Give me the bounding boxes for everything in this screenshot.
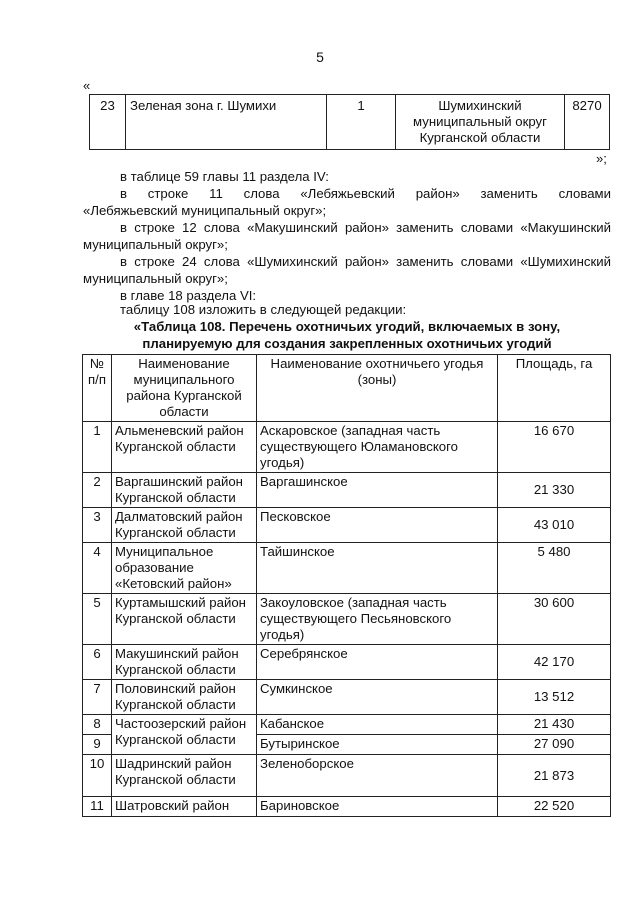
row-ground: Зеленоборское — [257, 755, 498, 797]
row-num: 10 — [83, 755, 112, 797]
header-area: Площадь, га — [498, 355, 611, 422]
row-district: Шадринский район Курганской области — [112, 755, 257, 797]
row-ground: Бариновское — [257, 797, 498, 817]
row-ground: Бутыринское — [257, 735, 498, 755]
header-ground: Наименование охотничьего угодья (зоны) — [257, 355, 498, 422]
table-title-line: «Таблица 108. Перечень охотничьих угодий, включаемых в зону, — [133, 319, 561, 334]
area-value: 8270 — [565, 95, 610, 150]
table-row — [83, 473, 611, 508]
table-header-row — [83, 355, 611, 422]
row-area: 30 600 — [498, 594, 611, 645]
row-area: 5 480 — [498, 543, 611, 594]
header-num: № п/п — [83, 355, 112, 422]
row-num: 4 — [83, 543, 112, 594]
row-area: 27 090 — [498, 735, 611, 755]
row-ground: Аскаровское (западная часть существующего Юламановского угодья) — [257, 422, 498, 473]
row-num: 1 — [83, 422, 112, 473]
paragraph: в таблице 59 главы 11 раздела IV: — [120, 169, 329, 184]
district-name: Шумихинский муниципальный округ Курганской области — [396, 95, 565, 150]
row-district: Макушинский район Курганской области — [112, 645, 257, 680]
table-row — [83, 755, 611, 797]
row-ground: Сумкинское — [257, 680, 498, 715]
row-district: Куртамышский район Курганской области — [112, 594, 257, 645]
row-area: 13 512 — [498, 680, 611, 715]
row-num: 9 — [83, 735, 112, 755]
row-district: Шатровский район — [112, 797, 257, 817]
row-num: 5 — [83, 594, 112, 645]
paragraph: в главе 18 раздела VI: — [120, 288, 257, 303]
row-district: Альменевский район Курганской области — [112, 422, 257, 473]
paragraph: в строке 11 слова «Лебяжьевский район» заменить словами — [120, 186, 611, 201]
row-ground: Закоуловское (западная часть существующего Песьяновского угодья) — [257, 594, 498, 645]
amendment-row-table — [89, 94, 610, 150]
row-area: 42 170 — [498, 645, 611, 680]
row-num: 3 — [83, 508, 112, 543]
row-num: 6 — [83, 645, 112, 680]
table-row — [83, 508, 611, 543]
row-area: 21 873 — [498, 755, 611, 797]
row-area: 43 010 — [498, 508, 611, 543]
row-district: Муниципальное образование «Кетовский район» — [112, 543, 257, 594]
table-title — [83, 318, 611, 352]
row-ground: Кабанское — [257, 715, 498, 735]
hunting-grounds-table — [82, 354, 611, 817]
paragraph: «Лебяжьевский муниципальный округ»; — [83, 203, 327, 218]
row-area: 21 330 — [498, 473, 611, 508]
row-ground: Варгашинское — [257, 473, 498, 508]
row-district: Далматовский район Курганской области — [112, 508, 257, 543]
ground-name: Зеленая зона г. Шумихи — [126, 95, 327, 150]
table-row — [83, 594, 611, 645]
table-row — [83, 645, 611, 680]
row-area: 21 430 — [498, 715, 611, 735]
ground-count: 1 — [327, 95, 396, 150]
row-num: 2 — [83, 473, 112, 508]
row-ground: Серебрянское — [257, 645, 498, 680]
table-row — [83, 797, 611, 817]
row-area: 16 670 — [498, 422, 611, 473]
row-district: Половинский район Курганской области — [112, 680, 257, 715]
paragraph: в строке 12 слова «Макушинский район» заменить словами «Макушинский — [120, 220, 611, 235]
paragraph: муниципальный округ»; — [83, 237, 228, 252]
table-row — [90, 95, 610, 150]
row-ground: Песковское — [257, 508, 498, 543]
quote-close: »; — [596, 151, 607, 166]
row-area: 22 520 — [498, 797, 611, 817]
row-number: 23 — [90, 95, 126, 150]
paragraph: таблицу 108 изложить в следующей редакции: — [120, 302, 407, 317]
row-num: 7 — [83, 680, 112, 715]
quote-open: « — [83, 78, 91, 93]
paragraph: в строке 24 слова «Шумихинский район» заменить словами «Шумихинский — [120, 254, 611, 269]
table-row — [83, 715, 611, 735]
row-num: 8 — [83, 715, 112, 735]
paragraph: муниципальный округ»; — [83, 271, 228, 286]
table-row — [83, 543, 611, 594]
header-district: Наименование муниципального района Курганской области — [112, 355, 257, 422]
row-district: Варгашинский район Курганской области — [112, 473, 257, 508]
row-ground: Тайшинское — [257, 543, 498, 594]
page-number: 5 — [316, 49, 324, 65]
table-row — [83, 422, 611, 473]
table-title-line: планируемую для создания закрепленных охотничьих угодий — [142, 336, 552, 351]
row-num: 11 — [83, 797, 112, 817]
row-district: Частоозерский район Курганской области — [112, 715, 257, 755]
table-row — [83, 680, 611, 715]
